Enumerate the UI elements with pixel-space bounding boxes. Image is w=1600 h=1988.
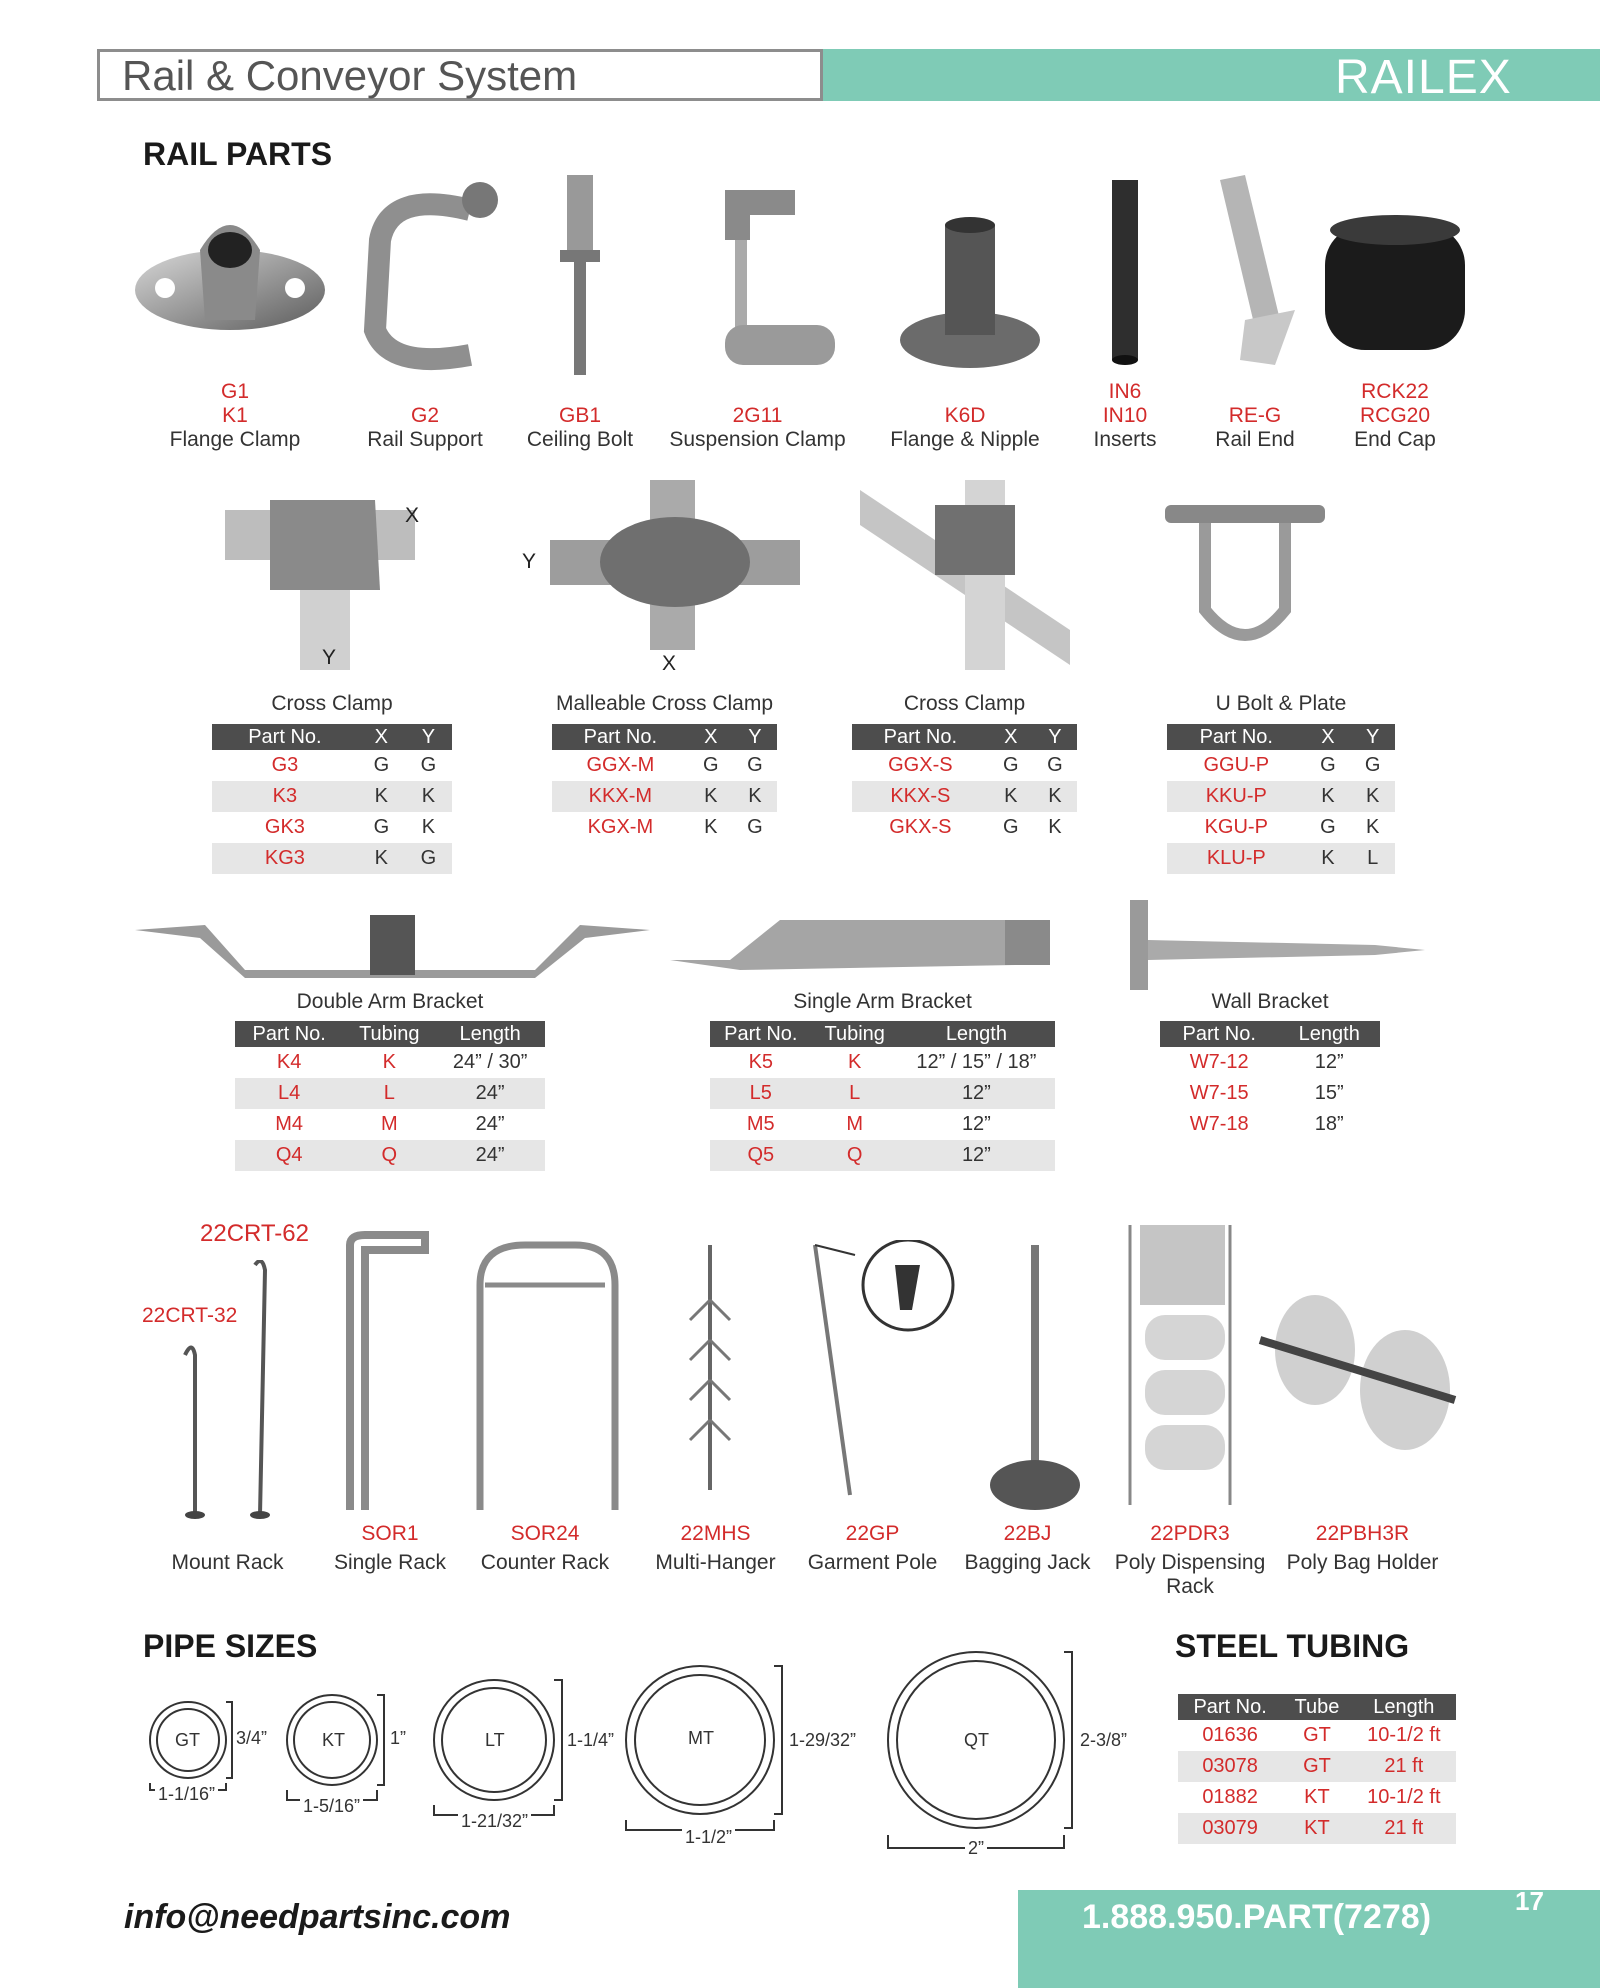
table-row: W7-18 18” — [1189, 1113, 1344, 1135]
part-rail-support: G2 Rail Support — [367, 404, 483, 451]
pipe-kt-label: KT — [322, 1730, 346, 1750]
cross-clamp-image — [225, 480, 415, 670]
table-row: GGX-S G G — [888, 754, 1063, 776]
table-row: GGU-P G G — [1203, 754, 1381, 776]
poly-dispensing-rack-label: 22PDR3 Poly Dispensing Rack — [1114, 1522, 1266, 1598]
flange-clamp-image — [130, 210, 330, 350]
part-flange-clamp: G1 K1 Flange Clamp — [169, 380, 301, 451]
table-row: Q5 Q 12” — [710, 1140, 1055, 1171]
part-ceiling-bolt: GB1 Ceiling Bolt — [526, 404, 634, 451]
table-row: Q4 Q 24” — [235, 1140, 545, 1171]
rail-end-image — [1200, 170, 1310, 370]
table-row: GK3 G K — [264, 816, 436, 838]
cross-clamp-caption: Cross Clamp — [271, 692, 393, 715]
steel-tubing-heading: STEEL TUBING — [1175, 1628, 1410, 1664]
single-arm-bracket-caption: Single Arm Bracket — [793, 990, 972, 1013]
table-row: GKX-S G K — [889, 816, 1062, 838]
garment-pole-label: 22GP Garment Pole — [807, 1522, 938, 1574]
pipe-gt-height: 3/4” — [236, 1728, 268, 1748]
pipe-qt-label: QT — [964, 1730, 989, 1750]
table-row: KKU-P K K — [1167, 781, 1395, 812]
table-row: KGU-P G K — [1204, 816, 1380, 838]
mount-rack-image — [170, 1260, 280, 1520]
axis-x-label-2: X — [662, 652, 677, 675]
single-arm-bracket-image — [670, 915, 1055, 975]
single-rack-label: SOR1 Single Rack — [333, 1522, 447, 1574]
flange-nipple-image — [895, 210, 1045, 370]
table-row: K5 K 12” / 15” / 18” — [748, 1051, 1037, 1073]
pipe-mt-width: 1-1/2” — [682, 1827, 735, 1848]
table-row: KG3 K G — [212, 843, 452, 874]
cross-clamp-s-table: Part No. X Y GGX-S G G KKX-S K K GKX-S G K — [852, 724, 1077, 843]
steel-tubing-table: Part No. Tube Length 01636 GT 10-1/2 ft 03078 GT 21 ft 01882 KT 10-1/2 ft 03079 KT 21 ft — [1178, 1694, 1456, 1844]
u-bolt-plate-image — [1160, 490, 1330, 660]
page-number: 17 — [1515, 1886, 1544, 1916]
pipe-mt-label: MT — [688, 1728, 714, 1748]
pipe-kt-height: 1” — [390, 1728, 407, 1748]
counter-rack-label: SOR24 Counter Rack — [480, 1522, 610, 1574]
axis-y-label-1: Y — [322, 646, 337, 669]
table-row: K4 K 24” / 30” — [276, 1051, 528, 1073]
poly-bag-holder-label: 22PBH3R Poly Bag Holder — [1286, 1522, 1439, 1574]
table-row: GGX-M G G — [586, 754, 763, 776]
part-suspension-clamp: 2G11 Suspension Clamp — [669, 404, 846, 451]
pipe-gt-width: 1-1/16” — [155, 1784, 218, 1805]
mount-rack-label: Mount Rack — [171, 1551, 284, 1574]
part-end-cap: RCK22 RCG20 End Cap — [1354, 380, 1436, 451]
end-cap-image — [1320, 210, 1470, 360]
wall-bracket-image — [1125, 900, 1425, 990]
mount-rack-code-32: 22CRT-32 — [142, 1304, 238, 1327]
table-row: 03079 KT 21 ft — [1178, 1813, 1456, 1844]
bagging-jack-image — [985, 1240, 1085, 1510]
cross-clamp-s-caption: Cross Clamp — [903, 692, 1026, 715]
pipe-lt-label: LT — [485, 1730, 505, 1750]
wall-bracket-table: Part No. Length W7-12 12” W7-15 15” W7-18 18” — [1160, 1021, 1380, 1140]
cross-clamp-s-image — [860, 480, 1070, 670]
double-arm-bracket-caption: Double Arm Bracket — [296, 990, 484, 1013]
single-rack-image — [335, 1225, 430, 1515]
part-rail-end: RE-G Rail End — [1215, 404, 1295, 451]
rail-parts-heading: RAIL PARTS — [143, 136, 333, 172]
counter-rack-image — [465, 1225, 625, 1515]
pipe-sizes-heading: PIPE SIZES — [143, 1628, 318, 1664]
double-arm-bracket-table: Part No. Tubing Length K4 K 24” / 30” L4 L 24” M4 M 24” Q4 Q 24” — [235, 1021, 545, 1171]
table-row: M4 M 24” — [275, 1113, 505, 1135]
wall-bracket-caption: Wall Bracket — [1211, 990, 1329, 1013]
pipe-qt-height: 2-3/8” — [1080, 1730, 1128, 1750]
u-bolt-plate-table: Part No. X Y GGU-P G G KKU-P K K KGU-P G K KLU-P K L — [1167, 724, 1395, 874]
brand-name: RAILEX — [1335, 51, 1512, 104]
rail-support-image — [350, 180, 530, 380]
table-row: KKX-S K K — [852, 781, 1077, 812]
inserts-image — [1100, 175, 1150, 365]
garment-pole-image — [800, 1240, 960, 1500]
bagging-jack-label: 22BJ Bagging Jack — [964, 1522, 1091, 1574]
table-row: W7-12 12” — [1189, 1051, 1344, 1073]
table-row: KGX-M K G — [587, 816, 763, 838]
table-row: 01882 KT 10-1/2 ft — [1202, 1786, 1441, 1808]
ceiling-bolt-image — [545, 170, 615, 380]
single-arm-bracket-table: Part No. Tubing Length K5 K 12” / 15” / 18” L5 L 12” M5 M 12” Q5 Q 12” — [710, 1021, 1055, 1171]
page-title: Rail & Conveyor System — [122, 52, 578, 99]
pipe-lt-height: 1-1/4” — [567, 1730, 615, 1750]
table-row: KLU-P K L — [1167, 843, 1395, 874]
part-flange-nipple: K6D Flange & Nipple — [890, 404, 1040, 451]
table-row: 03078 GT 21 ft — [1178, 1751, 1456, 1782]
suspension-clamp-image — [665, 180, 845, 380]
cross-clamp-table: Part No. X Y G3 G G K3 K K GK3 G K KG3 K G — [212, 724, 452, 874]
malleable-cross-clamp-table: Part No. X Y GGX-M G G KKX-M K K KGX-M K G — [552, 724, 777, 843]
pipe-lt-width: 1-21/32” — [458, 1811, 531, 1832]
u-bolt-plate-caption: U Bolt & Plate — [1215, 692, 1347, 715]
axis-y-label-2: Y — [522, 550, 537, 573]
poly-dispensing-rack-image — [1120, 1220, 1240, 1510]
footer-phone[interactable]: 1.888.950.PART(7278) — [1082, 1898, 1432, 1936]
pipe-mt-height: 1-29/32” — [789, 1730, 857, 1750]
table-row: L5 L 12” — [710, 1078, 1055, 1109]
double-arm-bracket-image — [135, 900, 650, 980]
pipe-qt-width: 2” — [965, 1838, 987, 1859]
mount-rack-code-62: 22CRT-62 — [200, 1220, 309, 1247]
table-row: G3 G G — [271, 754, 437, 776]
multi-hanger-image — [670, 1240, 750, 1500]
pipe-kt-width: 1-5/16” — [300, 1796, 363, 1817]
malleable-cross-clamp-image — [550, 480, 800, 650]
table-row: KKX-M K K — [552, 781, 777, 812]
part-inserts: IN6 IN10 Inserts — [1093, 380, 1157, 451]
table-row: 01636 GT 10-1/2 ft — [1202, 1724, 1441, 1746]
table-row: K3 K K — [212, 781, 452, 812]
pipe-gt-label: GT — [175, 1730, 200, 1750]
malleable-cross-clamp-caption: Malleable Cross Clamp — [555, 692, 774, 715]
table-row: L4 L 24” — [235, 1078, 545, 1109]
pipe-sizes-diagram — [140, 1650, 1140, 1875]
multi-hanger-label: 22MHS Multi-Hanger — [655, 1522, 776, 1574]
poly-bag-holder-image — [1255, 1280, 1465, 1480]
table-row: W7-15 15” — [1189, 1082, 1344, 1104]
footer-email[interactable]: info@needpartsinc.com — [124, 1898, 511, 1936]
axis-x-label-1: X — [405, 504, 420, 527]
table-row: M5 M 12” — [746, 1113, 991, 1135]
